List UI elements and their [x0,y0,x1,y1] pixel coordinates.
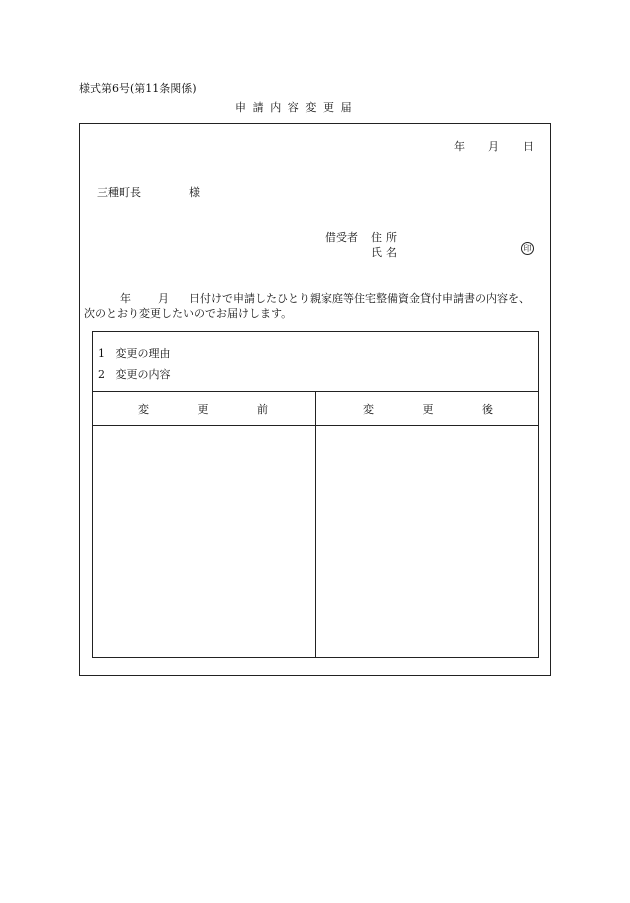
body-line1-rest: 日付けで申請したひとり親家庭等住宅整備資金貸付申請書の内容を、 [189,292,530,305]
header-char: 更 [197,403,209,416]
body-text-line-1 [120,290,530,306]
header-char: 変 [363,403,374,416]
name-label: 氏名 [371,246,401,259]
item-change-content [98,366,171,382]
item-change-reason [98,345,171,361]
seal-mark: 印 [521,242,534,255]
document-title: 申請内容変更届 [235,101,359,114]
borrower-label: 借受者 [325,231,358,244]
item-label: 変更の理由 [115,347,171,360]
header-char: 更 [422,403,434,416]
date-day-label: 日 [523,140,534,153]
before-change-header [138,401,268,417]
header-char: 変 [138,403,149,416]
header-char: 後 [482,403,493,416]
item-number: 2 [98,368,105,381]
date-month-label: 月 [488,140,499,153]
body-year: 年 [120,292,131,305]
item-label: 変更の内容 [115,368,171,381]
after-change-header [363,401,493,417]
body-text-line-2: 次のとおり変更したいのでお届けします。 [84,307,293,320]
header-char: 前 [257,403,268,416]
form-number-label: 様式第6号(第11条関係) [79,82,197,95]
item-number: 1 [98,347,105,360]
column-divider [315,391,316,658]
address-label: 住所 [371,231,401,244]
date-year-label: 年 [454,140,465,153]
addressee-name: 三種町長 [97,186,141,199]
body-month: 月 [158,292,169,305]
addressee-honorific: 様 [189,186,200,199]
